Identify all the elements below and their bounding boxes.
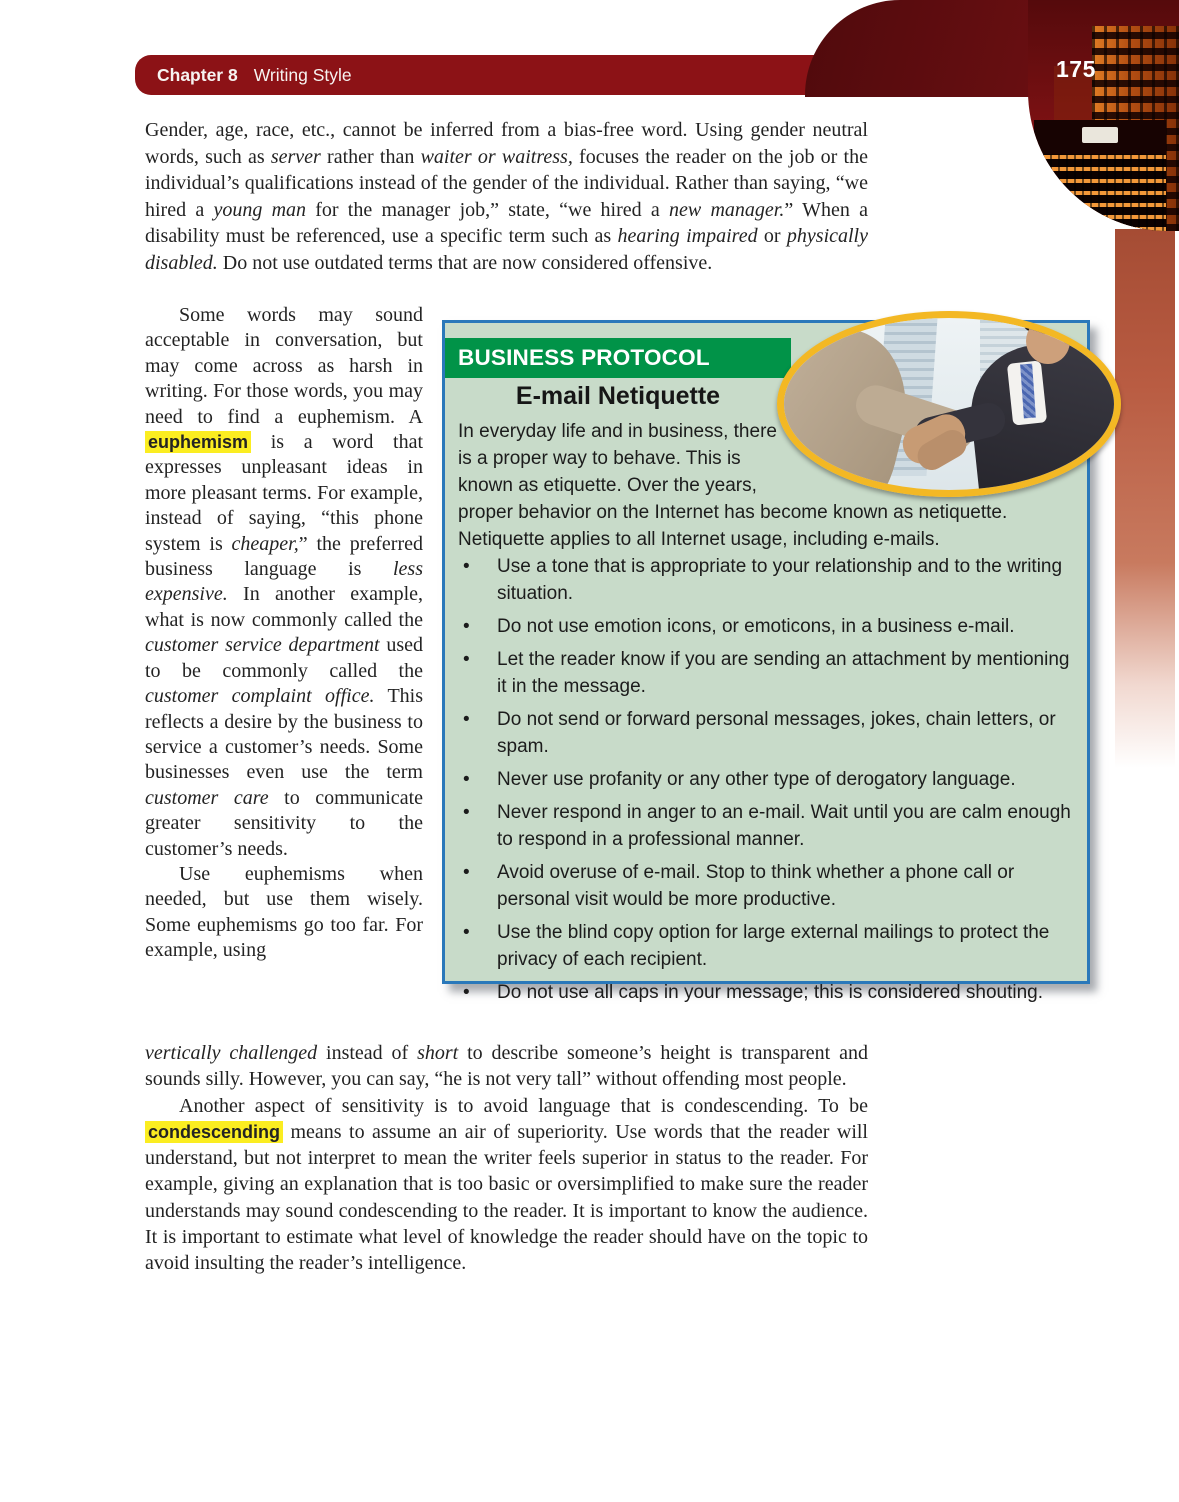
bullet-text: Do not send or forward personal messages, jokes, chain letters, or spam. [497, 709, 1056, 757]
bullet-item [445, 859, 1079, 913]
intro-paragraph [145, 117, 868, 276]
bullet-text: Let the reader know if you are sending an attachment by mentioning it in the message. [497, 649, 1070, 697]
bullet-text: Avoid overuse of e-mail. Stop to think whether a phone call or personal visit would be more productive. [497, 862, 1015, 910]
bullet-text: Do not use emotion icons, or emoticons, in a business e-mail. [497, 616, 1015, 637]
page-number: 175 [1056, 56, 1096, 82]
bottom-paragraphs [145, 1040, 868, 1277]
corner-photo-buildings [1028, 0, 1179, 231]
paragraph: vertically challenged instead of short to describe someone’s height is transparent and sounds silly. However, you can say, “he is not very tall” without offending most people. [145, 1042, 868, 1091]
paragraph: Use euphemisms when needed, but use them wisely. Some euphemisms go too far. For example, using [145, 862, 423, 962]
bullet-item [445, 919, 1079, 973]
bullet-item [445, 646, 1079, 700]
bullet-dot: • [463, 982, 470, 1003]
bullet-dot: • [463, 709, 470, 730]
section-label: Writing Style [253, 64, 352, 85]
paragraph: Another aspect of sensitivity is to avoid language that is condescending. To be condescending means to assume an air of superiority. Use words that the reader will understand, but not interpret to mean the writer feels superior in status to the reader. For example, giving an explanation that is too basic or oversimplified to make sure the reader understands may sound condescending to the reader. It is important to know the audience. It is important to estimate what level of knowledge the reader should have on the topic to avoid insulting the reader’s intelligence. [145, 1094, 868, 1275]
bullet-text: Never use profanity or any other type of derogatory language. [497, 769, 1016, 790]
bullet-dot: • [463, 769, 470, 790]
protocol-header-bar [445, 338, 791, 378]
bullet-dot: • [463, 556, 470, 577]
bullet-item [445, 706, 1079, 760]
handshake-photo [777, 311, 1121, 497]
business-protocol-box [442, 320, 1090, 1003]
bullet-text: Never respond in anger to an e-mail. Wait until you are calm enough to respond in a professional manner. [497, 802, 1071, 850]
bullet-item [445, 766, 1079, 793]
lit-sign [1082, 127, 1118, 143]
bullet-dot: • [463, 802, 470, 823]
bullet-dot: • [463, 922, 470, 943]
bullet-list [445, 553, 1079, 1006]
bullet-item [445, 553, 1079, 607]
chapter-label: Chapter 8 [157, 64, 238, 85]
night-building-low [1034, 120, 1166, 231]
bullet-item [445, 799, 1079, 853]
protocol-title: E-mail Netiquette [515, 382, 721, 410]
paragraph: Gender, age, race, etc., cannot be inferred from a bias-free word. Using gender neutral words, such as server rather than waiter or waitress, focuses the reader on the job or the individual’s qualifications instead of the gender of the individual. Rather than saying, “we hired a young man for the manager job,” state, “we hired a new manager.” When a disability must be referenced, use a specific term such as hearing impaired or physically disabled. Do not use outdated terms that are now considered offensive. [145, 119, 868, 274]
left-column-text [145, 303, 423, 964]
paragraph: Some words may sound acceptable in conversation, but may come across as harsh in writing. For those words, you may need to find a euphemism. A euphemism is a word that expresses unpleasant ideas in more pleasant terms. For example, instead of saying, “this phone system is cheaper,” the preferred business language is less expensive. In another example, what is now commonly called the customer service department used to be commonly called the customer complaint office. This reflects a desire by the business to service a customer’s needs. Some businesses even use the term customer care to communicate greater sensitivity to the customer’s needs. [145, 304, 424, 860]
bullet-item [445, 979, 1079, 1006]
lit-windows [1034, 154, 1166, 231]
photo-face [1026, 318, 1070, 364]
protocol-intro-text: In everyday life and in business, there is a proper way to behave. This is known as etiquette. Over the years, proper behavior on the Internet has become known as netiquette. Netiquette applies to all Internet usage, including e-mails. [458, 421, 1008, 550]
bullet-dot: • [463, 616, 470, 637]
bullet-dot: • [463, 862, 470, 883]
bullet-dot: • [463, 649, 470, 670]
bullet-text: Do not use all caps in your message; this is considered shouting. [497, 982, 1044, 1003]
bullet-text: Use a tone that is appropriate to your relationship and to the writing situation. [497, 556, 1063, 604]
sidebar-strip [1115, 229, 1175, 785]
protocol-header-label: BUSINESS PROTOCOL [458, 345, 710, 370]
bullet-text: Use the blind copy option for large external mailings to protect the privacy of each recipient. [497, 922, 1050, 970]
bullet-item [445, 613, 1079, 640]
